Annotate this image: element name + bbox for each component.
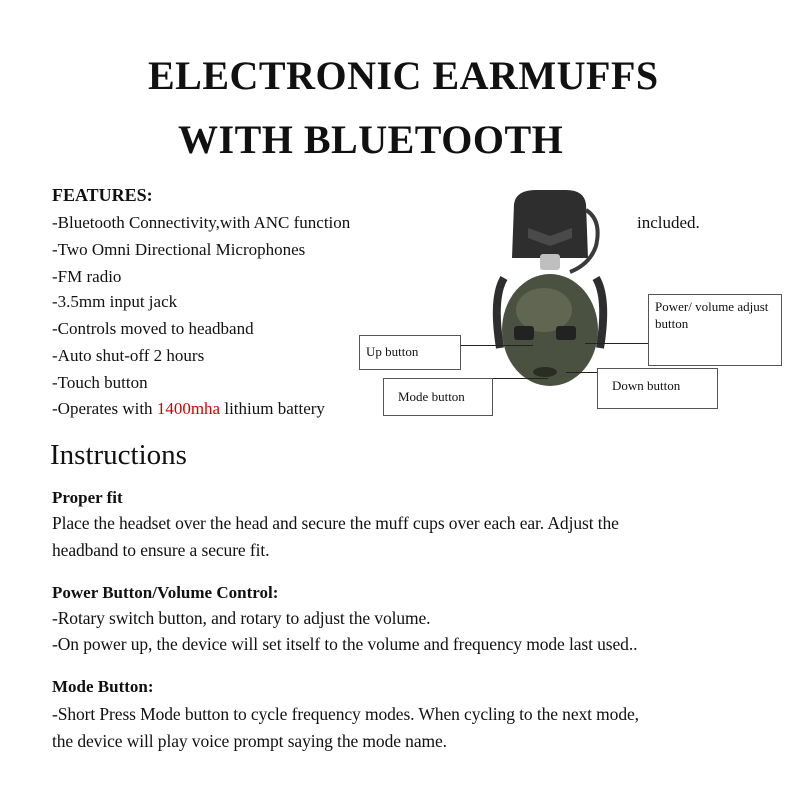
feature-item: -FM radio	[52, 267, 122, 286]
callout-up-text: Up button	[366, 344, 419, 359]
leader-up	[461, 345, 533, 346]
callout-down-text: Down button	[612, 378, 681, 393]
feature-item-battery	[52, 400, 325, 417]
section-title-proper-fit: Proper fit	[52, 488, 123, 507]
down-button-shape	[556, 326, 576, 340]
section-line: -Short Press Mode button to cycle frequency modes. When cycling to the next mode,	[52, 704, 639, 724]
feature-item: -Touch button	[52, 373, 148, 392]
headband	[512, 190, 588, 258]
feature-item: -Two Omni Directional Microphones	[52, 240, 306, 259]
section-title-power-volume: Power Button/Volume Control:	[52, 583, 279, 602]
callout-power-volume	[648, 294, 782, 366]
callout-down-button	[597, 368, 718, 409]
section-line: headband to ensure a secure fit.	[52, 540, 270, 560]
title-line-2: WITH BLUETOOTH	[178, 117, 564, 162]
mode-button-shape	[533, 367, 557, 377]
section-line: -Rotary switch button, and rotary to adjust the volume.	[52, 608, 431, 628]
feature-item: -Bluetooth Connectivity,with ANC function	[52, 213, 351, 232]
earmuff-illustration	[470, 180, 630, 390]
battery-capacity: 1400mha	[156, 399, 221, 418]
feature-item: -Controls moved to headband	[52, 319, 254, 338]
title-line-1: ELECTRONIC EARMUFFS	[148, 53, 659, 98]
hinge-clip	[540, 254, 560, 270]
battery-prefix: -Operates with	[52, 399, 157, 418]
up-button-shape	[514, 326, 534, 340]
feature-item: -Auto shut-off 2 hours	[52, 346, 205, 365]
leader-mode	[493, 378, 548, 379]
feature-item: -3.5mm input jack	[52, 292, 178, 311]
leader-power	[585, 343, 648, 344]
cup-highlight	[516, 288, 572, 332]
section-line: the device will play voice prompt saying the mode name.	[52, 731, 447, 751]
battery-suffix: lithium battery	[220, 399, 325, 418]
callout-up-button	[359, 335, 461, 370]
instructions-heading: Instructions	[50, 439, 187, 471]
callout-mode-button	[383, 378, 493, 416]
features-heading: FEATURES:	[52, 185, 153, 205]
section-line: Place the headset over the head and secure the muff cups over each ear. Adjust the	[52, 513, 619, 533]
feature-trailing-text: included.	[637, 213, 700, 232]
section-title-mode-button: Mode Button:	[52, 677, 154, 696]
callout-mode-text: Mode button	[398, 389, 465, 404]
leader-down	[566, 372, 597, 373]
callout-power-volume-text: Power/ volume adjust button	[655, 299, 769, 331]
section-line: -On power up, the device will set itself to the volume and frequency mode last used..	[52, 634, 638, 654]
